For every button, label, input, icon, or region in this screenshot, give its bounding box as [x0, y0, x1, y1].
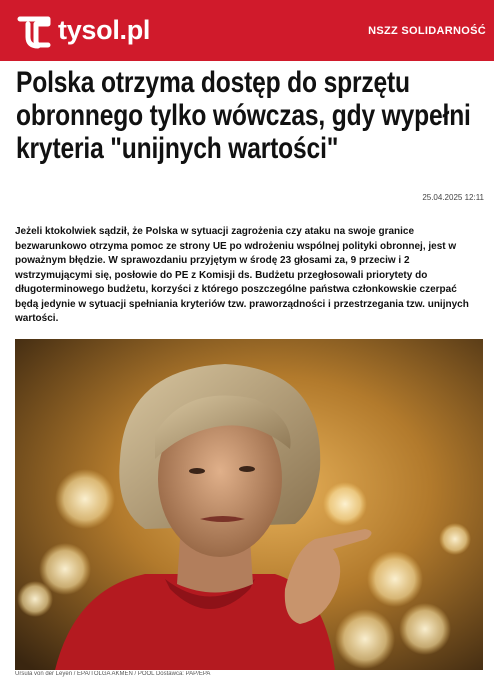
article-lead: Jeżeli ktokolwiek sądził, że Polska w sytuacji zagrożenia czy ataku na swoje granice bezwarunkowo otrzyma pomoc ze strony UE po wdrożeniu wspólnej polityki obronnej, jest w poważnym błędzie. W sprawozdaniu przyjętym w środę 23 głosami za, 9 przeciw i 2 wstrzymującymi się, posłowie do PE z Komisji ds. Budżetu przegłosowali priorytety do długoterminowego budżetu, korzyści z którego poszczególne państwa członkowskie czerpać będą jedynie w sytuacji spełniania kryteriów tzw. praworządności i przestrzegania tzw. unijnych wartości. [15, 226, 469, 324]
article-title: Polska otrzyma dostęp do sprzętu obronnego tylko wówczas, gdy wypełni kryteria "unijnych wartości" [16, 66, 471, 165]
tysol-logo-icon [14, 11, 54, 51]
site-header [0, 0, 494, 61]
photo-illustration [15, 339, 483, 670]
site-logo[interactable] [14, 0, 150, 61]
logo-text: tysol.pl [58, 15, 151, 45]
nav-link-solidarnosc[interactable]: NSZZ SOLIDARNOŚĆ [368, 24, 486, 37]
image-caption: Ursula von der Leyen / EPA/TOLGA AKMEN / POOL Dostawca: PAP/EPA [15, 671, 211, 677]
article-image[interactable] [15, 339, 483, 670]
article-date: 25.04.2025 12:11 [422, 193, 484, 202]
